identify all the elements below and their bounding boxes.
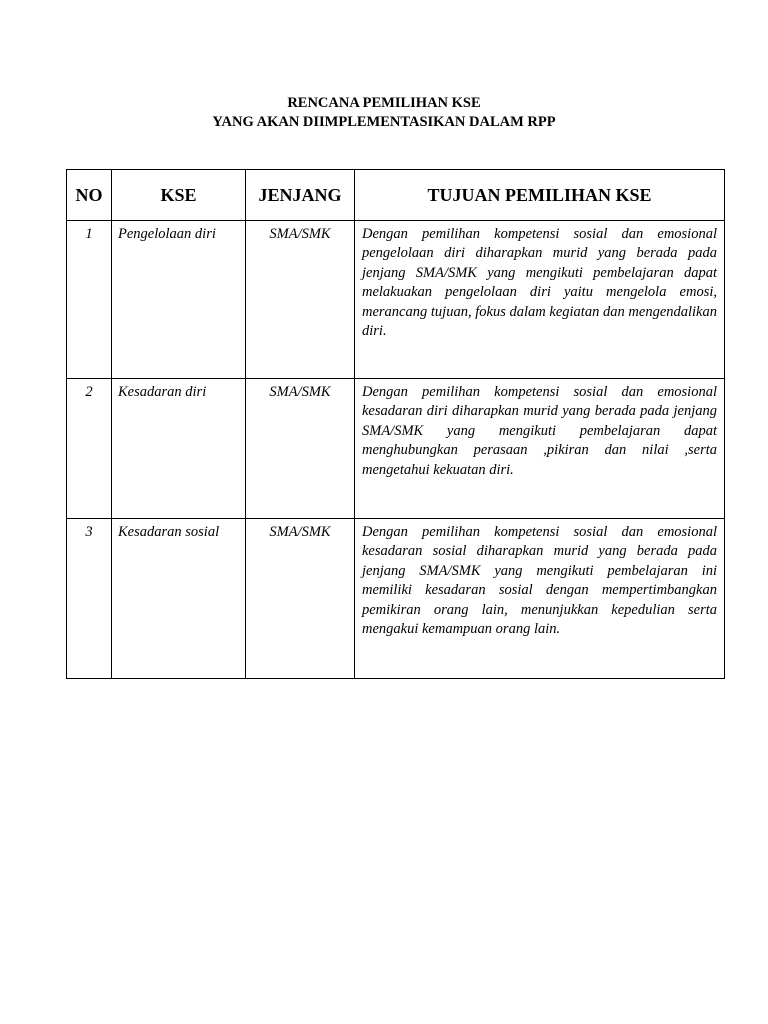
tujuan-text: Dengan pemilihan kompetensi sosial dan emosional kesadaran diri diharapkan murid yang berada pada jenjang SMA/SMK yang mengikuti pembelajaran dapat menghubungkan perasaan ,pikiran dan nilai ,serta mengetahui kekuatan diri. [355,379,725,519]
document-title-line-2: YANG AKAN DIIMPLEMENTASIKAN DALAM RPP [212,114,556,130]
kse-plan-table [66,169,725,679]
row-number: 3 [67,519,112,679]
tujuan-text: Dengan pemilihan kompetensi sosial dan emosional kesadaran sosial diharapkan murid yang berada pada jenjang SMA/SMK yang mengikuti pembelajaran ini memiliki kesadaran sosial dengan mempertimbangkan pemikiran orang lain, menunjukkan kepedulian serta mengakui kemampuan orang lain. [355,519,725,679]
table-row [67,379,725,519]
table-row [67,519,725,679]
document-title-line-1: RENCANA PEMILIHAN KSE [287,95,481,111]
kse-name: Kesadaran sosial [112,519,246,679]
tujuan-text: Dengan pemilihan kompetensi sosial dan emosional pengelolaan diri diharapkan murid yang berada pada jenjang SMA/SMK yang mengikuti pembelajaran dapat melakuakan pengelolaan diri yaitu mengelola emosi, merancang tujuan, fokus dalam kegiatan dan mengendalikan diri. [355,221,725,379]
kse-name: Pengelolaan diri [112,221,246,379]
table-row [67,221,725,379]
jenjang-value: SMA/SMK [246,221,355,379]
table-header-row [67,170,725,221]
row-number: 1 [67,221,112,379]
header-jenjang: JENJANG [246,170,355,221]
header-no: NO [67,170,112,221]
header-kse: KSE [112,170,246,221]
kse-name: Kesadaran diri [112,379,246,519]
row-number: 2 [67,379,112,519]
header-tujuan: TUJUAN PEMILIHAN KSE [355,170,725,221]
jenjang-value: SMA/SMK [246,379,355,519]
jenjang-value: SMA/SMK [246,519,355,679]
